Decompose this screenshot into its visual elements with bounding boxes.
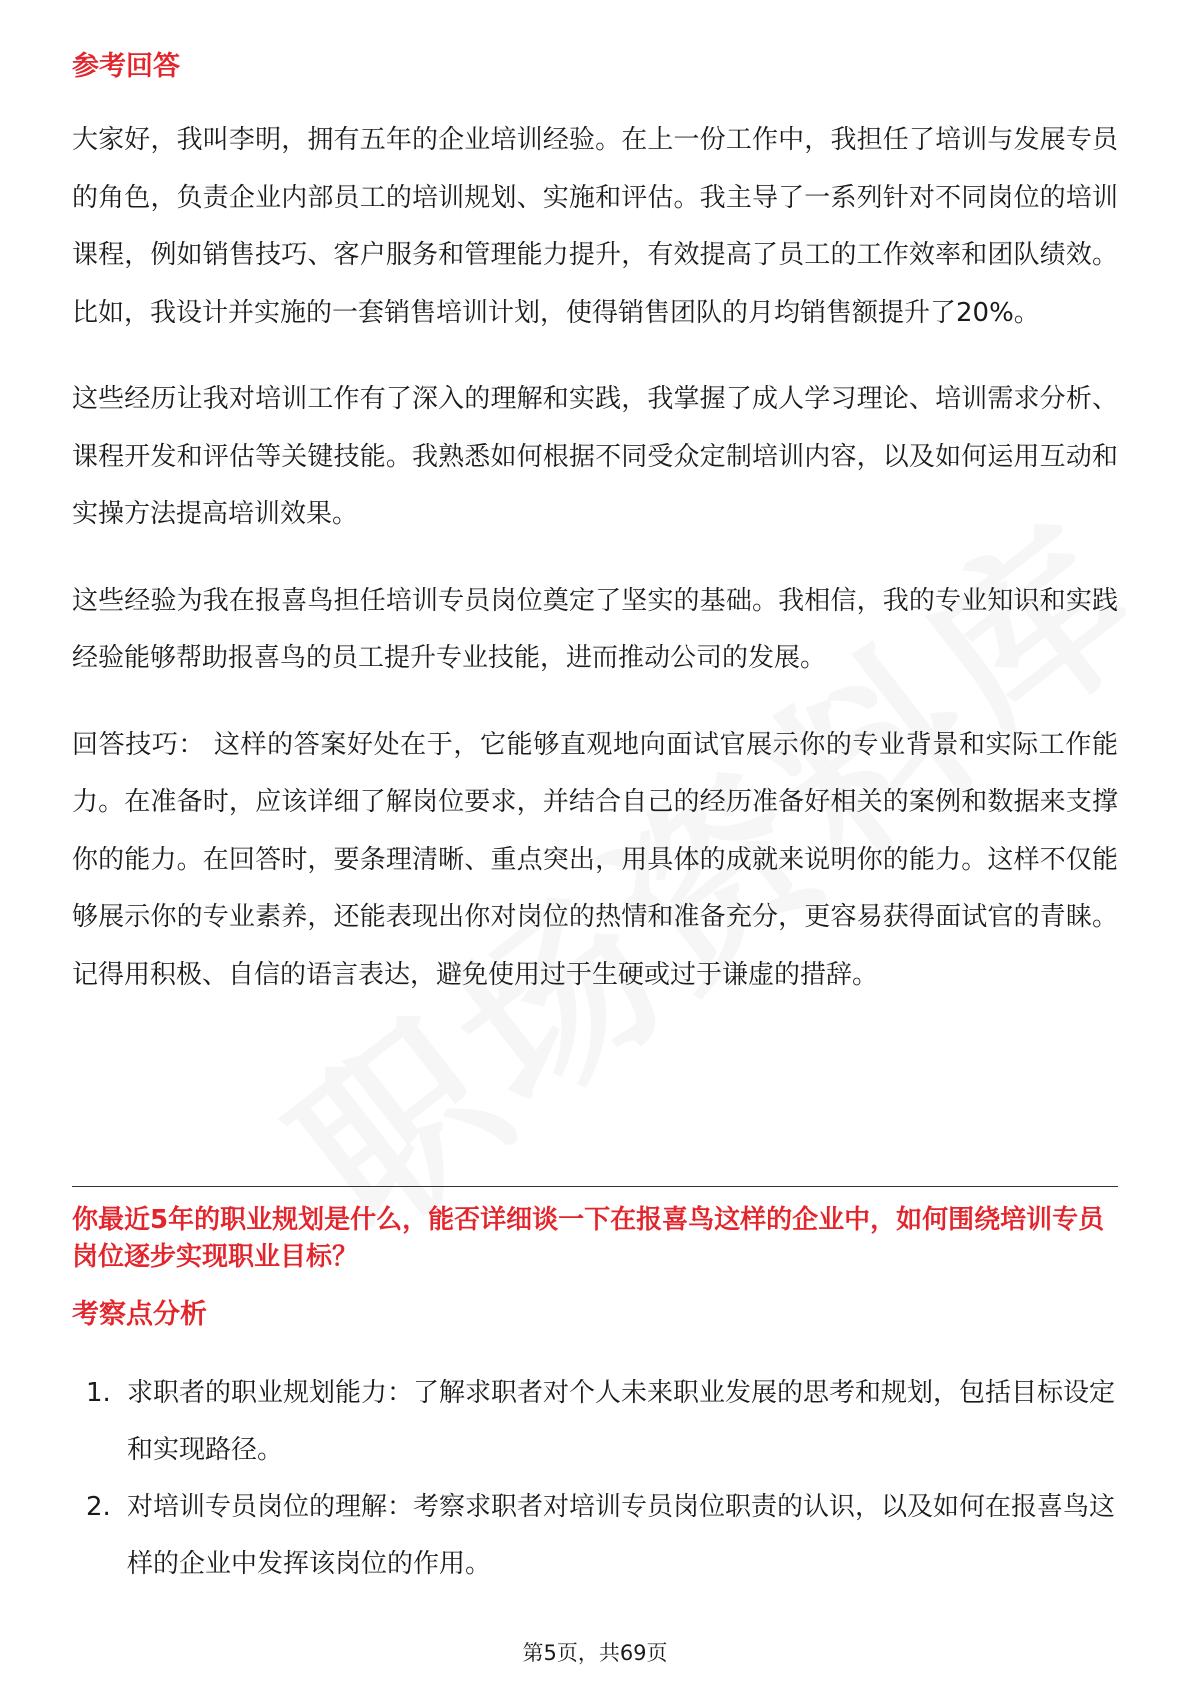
answer-tips-paragraph: 回答技巧： 这样的答案好处在于，它能够直观地向面试官展示你的专业背景和实际工作能力。在准备时，应该详细了解岗位要求，并结合自己的经历准备好相关的案例和数据来支撑你的能力。在回答时，要条理清晰、重点突出，用具体的成就来说明你的能力。这样不仅能够展示你的专业素养，还能表现出你对岗位的热情和准备充分，更容易获得面试官的青睐。记得用积极、自信的语言表达，避免使用过于生硬或过于谦虚的措辞。 [72, 729, 1118, 990]
list-item-text: 对培训专员岗位的理解：考察求职者对培训专员岗位职责的认识，以及如何在报喜鸟这样的企业中发挥该岗位的作用。 [127, 1492, 1116, 1579]
analysis-heading: 考察点分析 [72, 1299, 207, 1330]
list-item-number: 2. [86, 1492, 111, 1522]
answer-paragraph: 这些经历让我对培训工作有了深入的理解和实践，我掌握了成人学习理论、培训需求分析、课程开发和评估等关键技能。我熟悉如何根据不同受众定制培训内容，以及如何运用互动和实操方法提高培训效果。 [72, 384, 1118, 529]
reference-answer-heading: 参考回答 [72, 51, 180, 82]
reference-answer-section [72, 48, 1118, 1004]
list-item-text: 求职者的职业规划能力：了解求职者对个人未来职业发展的思考和规划，包括目标设定和实现路径。 [127, 1378, 1116, 1465]
answer-paragraph: 这些经验为我在报喜鸟担任培训专员岗位奠定了坚实的基础。我相信，我的专业知识和实践经验能够帮助报喜鸟的员工提升专业技能，进而推动公司的发展。 [72, 585, 1118, 673]
list-item-number: 1. [86, 1378, 111, 1408]
analysis-points-list [72, 1365, 1118, 1593]
interview-question: 你最近5年的职业规划是什么，能否详细谈一下在报喜鸟这样的企业中，如何围绕培训专员岗位逐步实现职业目标？ [72, 1205, 1105, 1272]
section-divider [72, 1186, 1118, 1187]
list-item [72, 1479, 1118, 1593]
answer-paragraph: 大家好，我叫李明，拥有五年的企业培训经验。在上一份工作中，我担任了培训与发展专员的角色，负责企业内部员工的培训规划、实施和评估。我主导了一系列针对不同岗位的培训课程，例如销售技巧、客户服务和管理能力提升，有效提高了员工的工作效率和团队绩效。比如，我设计并实施的一套销售培训计划，使得销售团队的月均销售额提升了20%。 [72, 125, 1118, 328]
page-number: 第5页，共69页 [522, 1641, 668, 1665]
list-item [72, 1365, 1118, 1479]
